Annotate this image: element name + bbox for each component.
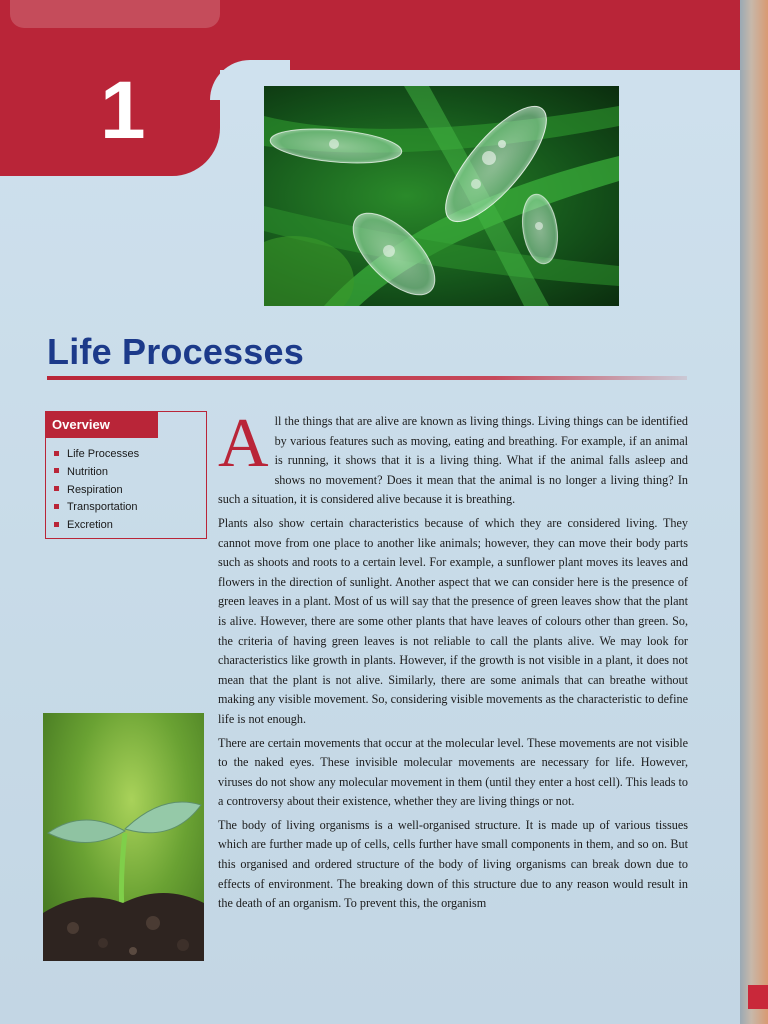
paragraph: There are certain movements that occur at the molecular level. These movements are not visible to the naked eyes. These invisible molecular movements are necessary for life. However, viruses do not show any molecular movement in them (until they enter a host cell). This leads to a controversy about their existence, whether they are living things or not. [218, 735, 688, 809]
paramecium-illustration [264, 86, 619, 306]
page-edge [740, 0, 768, 1024]
next-page-red-strip [748, 985, 768, 1009]
title-underline [47, 376, 687, 380]
square-bullet-icon [54, 522, 59, 527]
paragraph: Plants also show certain characteristics because of which they are considered living. They cannot move from one place to another like animals; however, they can move their body parts such as shoots and roots to a certain level. For example, a sunflower plant moves its leaves and flowers in the direction of sunlight. Another aspect that we can consider here is the presence of green leaves in a plant. Most of us will say that the presence of green leaves show that the plant is alive. However, there are some other plants that have leaves of colours other than green. So, the criteria of having green leaves is not reliable to call the plants alive. We may look for characteristics like growth in plants. However, if the growth is not visible in a plant, it does not mean that the plant is not alive. Similarly, there are some animals that can breathe without making any visible movement. So, considering visible movements as the characteristic to define life is not enough. [218, 515, 688, 726]
overview-list [54, 446, 139, 535]
overview-item: Transportation [54, 499, 139, 517]
square-bullet-icon [54, 451, 59, 456]
banner-highlight-decoration [10, 0, 220, 28]
chapter-number: 1 [100, 65, 146, 156]
overview-item: Respiration [54, 482, 139, 500]
square-bullet-icon [54, 504, 59, 509]
drop-cap: A [218, 405, 269, 482]
square-bullet-icon [54, 486, 59, 491]
chapter-title: Life Processes [47, 331, 304, 372]
overview-item: Nutrition [54, 464, 139, 482]
chapter-body-text [218, 405, 688, 918]
overview-item: Excretion [54, 517, 139, 535]
paragraph: All the things that are alive are known as living things. Living things can be identified by various features such as moving, eating and breathing. For example, if an animal is running, it shows that it is a living thing. What if the animal falls asleep and shows no movement? Does it mean that the animal is no longer a living thing? In such a situation, it is considered alive because it is breathing. [218, 405, 688, 507]
overview-item: Life Processes [54, 446, 139, 464]
overview-box [45, 411, 207, 539]
seedling-image [43, 713, 204, 961]
square-bullet-icon [54, 468, 59, 473]
paragraph: The body of living organisms is a well-organised structure. It is made up of various tissues which are further made up of cells, cells further have small components in them, and so on. But this organised and ordered structure of the body of living organisms can break down due to effects of environment. The breaking down of this structure due to any reason would result in the death of an organism. To prevent this, the organism [218, 817, 688, 911]
seedling-illustration [43, 713, 204, 961]
overview-heading: Overview [46, 412, 158, 438]
paramecium-image [264, 86, 619, 306]
